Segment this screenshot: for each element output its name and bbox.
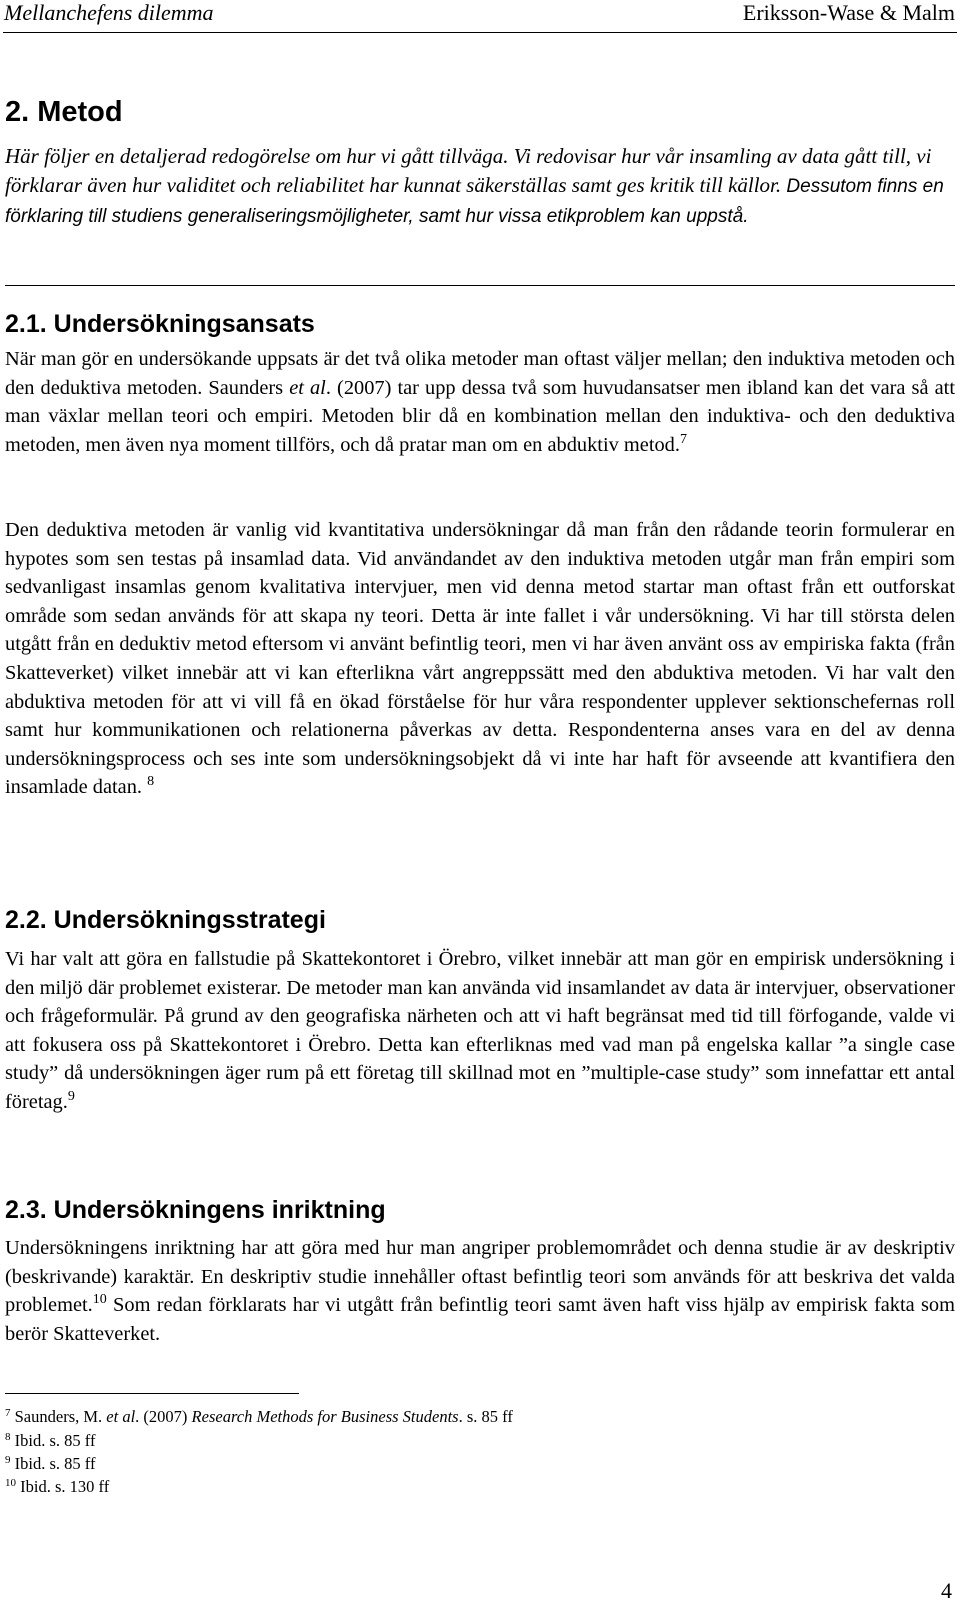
footnote-10	[5, 1477, 109, 1497]
heading-2-2: 2.2. Undersökningsstrategi	[5, 906, 326, 934]
intro-text-1: Här följer en detaljerad redogörelse om hur vi gått tillväga. Vi redovisar hur vår insamling av data gått till, vi förklarar även hur validitet och reliabilitet har kunnat säkerställas samt ges kritik till källor.	[5, 144, 932, 197]
footnote-ref-10: 10	[92, 1292, 107, 1308]
text-run-italic: et al	[289, 376, 326, 399]
footnote-text: Ibid. s. 130 ff	[20, 1477, 110, 1496]
intro-separator	[5, 285, 955, 286]
footnote-text: Ibid. s. 85 ff	[14, 1431, 96, 1450]
text-run: Undersökningens inriktning har att göra med hur man angriper problemområdet och denna studie är av deskriptiv (beskrivande) karaktär. En deskriptiv studie innehåller oftast befintlig teori som används för att beskriva det valda problemet.	[5, 1237, 955, 1317]
footnote-9	[5, 1454, 95, 1474]
paragraph-2-2	[5, 945, 955, 1117]
section-title: 2. Metod	[5, 96, 123, 128]
paragraph-2-1-b	[5, 516, 955, 802]
text-run: Saunders, M.	[14, 1407, 107, 1426]
intro-paragraph	[5, 142, 955, 232]
text-run: . (2007) tar upp dessa två som huvudansatser men ibland kan det vara så att man växlar mellan teori och empiri. Metoden blir då en kombination mellan den induktiva- och den deduktiva metoden, men även nya moment tillförs, och då pratar man om en abduktiv metod.	[5, 376, 955, 456]
text-run: Den deduktiva metoden är vanlig vid kvantitativa undersökningar då man från den rådande teorin formulerar en hypotes som sen testas på insamlad data. Vid användandet av den induktiva metoden utgår man från empiri som sedvanligast insamlas genom kvalitativa intervjuer, men vid denna metod startar man oftast från ett outforskat område som sedan används för att skapa ny teori. Detta är inte fallet i vår undersökning. Vi har till största delen utgått från en deduktiv metod eftersom vi använt befintlig teori, men vi har även använt oss av empiriska fakta (från Skatteverket) vilket innebär att vi kan efterlikna vårt angreppssätt med den abduktiva metoden. Vi har valt den abduktiva metoden för att vi vill få en ökad förståelse för hur våra respondenter upplever sektionschefernas roll samt hur kommunikationen och relationerna påverkas av detta. Respondenterna anses vara en del av denna undersökningsprocess och ses inte som undersökningsobjekt då vi inte har haft för avseende att kvantifiera den insamlade datan.	[5, 519, 955, 799]
text-run: Som redan förklarats har vi utgått från befintlig teori samt även haft viss hjälp av empirisk fakta som berör Skatteverket.	[5, 1294, 955, 1345]
footnote-7	[5, 1407, 513, 1427]
footnote-number: 7	[5, 1407, 11, 1419]
paragraph-2-1-a	[5, 345, 955, 459]
footnote-ref-8: 8	[147, 774, 155, 790]
footnote-text: Ibid. s. 85 ff	[14, 1454, 96, 1473]
header-authors: Eriksson-Wase & Malm	[742, 0, 955, 25]
page-number: 4	[941, 1578, 952, 1603]
text-run: . (2007)	[135, 1407, 192, 1426]
heading-2-3: 2.3. Undersökningens inriktning	[5, 1196, 386, 1224]
header-rule	[3, 32, 957, 33]
text-run: Vi har valt att göra en fallstudie på Skattekontoret i Örebro, vilket innebär att man gör en empirisk undersökning i den miljö där problemet existerar. De metoder man kan använda vid insamlandet av data är intervjuer, observationer och frågeformulär. På grund av den geografiska närheten och att vi haft begränsat med tid till förfogande, valde vi att fokusera oss på Skattekontoret i Örebro. Detta kan efterliknas med vad man på engelska kallar ”a single case study” då undersökningen äger rum på ett företag till skillnad mot en ”multiple-case study” som innefattar ett antal företag.	[5, 948, 955, 1113]
intro-text-2: Dessutom finns en förklaring till studiens generaliseringsmöjligheter, samt hur vissa etikproblem kan uppstå.	[5, 175, 944, 227]
footnote-number: 8	[5, 1431, 11, 1443]
text-run-italic: et al	[106, 1407, 136, 1426]
footnote-separator	[5, 1393, 299, 1394]
text-run: . s. 85 ff	[458, 1407, 513, 1426]
text-run: När man gör en undersökande uppsats är det två olika metoder man oftast väljer mellan; den induktiva metoden och den deduktiva metoden. Saunders	[5, 348, 955, 399]
footnote-number: 10	[5, 1477, 16, 1489]
paragraph-2-3	[5, 1234, 955, 1348]
footnote-number: 9	[5, 1454, 11, 1466]
header-document-title: Mellanchefens dilemma	[4, 0, 214, 25]
footnote-8	[5, 1431, 95, 1451]
footnote-ref-9: 9	[67, 1088, 75, 1104]
footnote-ref-7: 7	[679, 431, 687, 447]
page-header	[0, 0, 960, 34]
heading-2-1: 2.1. Undersökningsansats	[5, 310, 315, 338]
cited-work-title: Research Methods for Business Students	[191, 1407, 459, 1426]
